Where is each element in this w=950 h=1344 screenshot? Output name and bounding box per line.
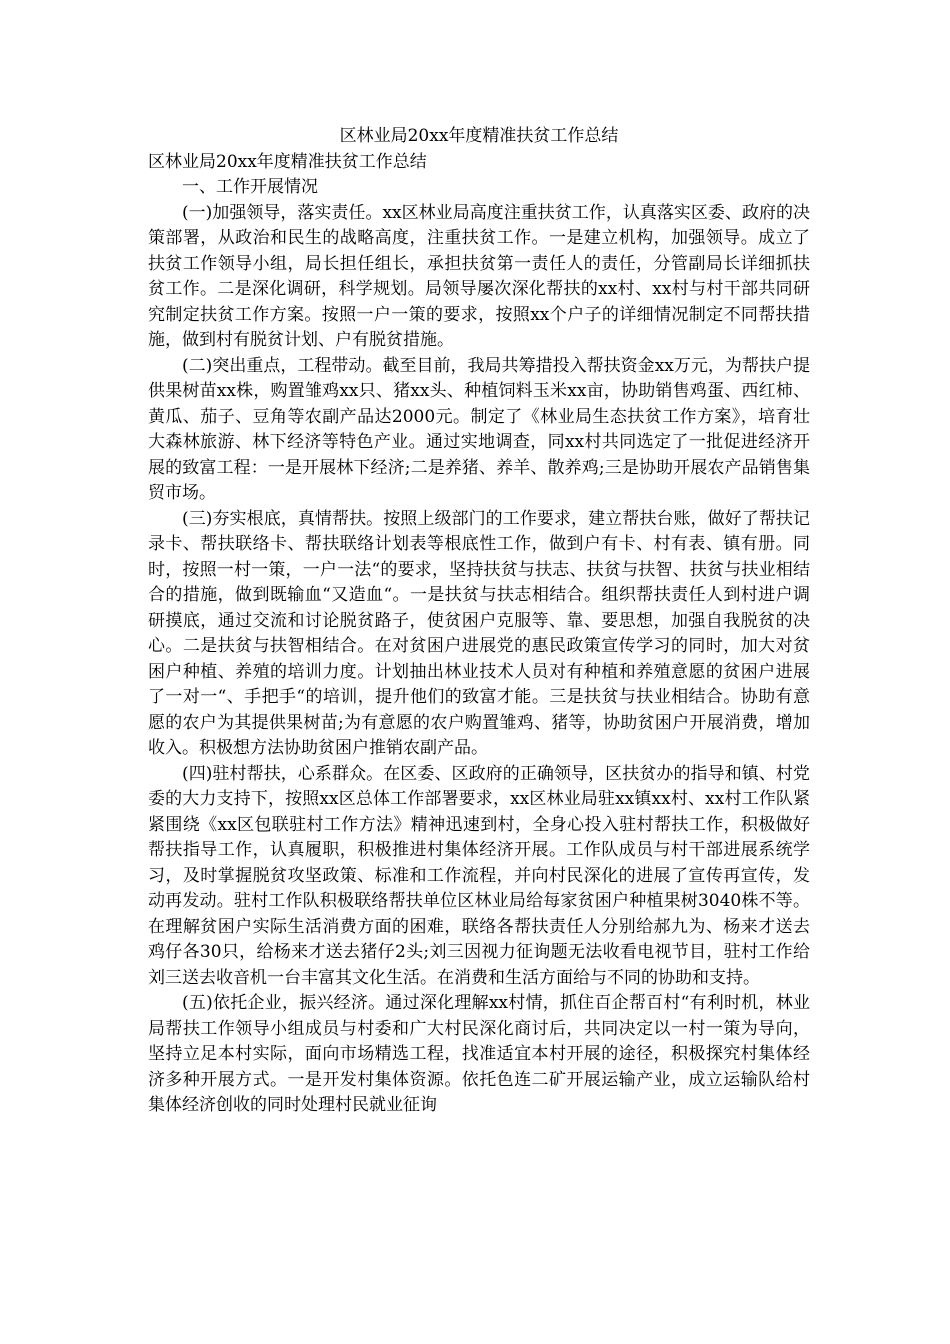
paragraph-2: (二)突出重点，工程带动。截至目前，我局共筹措投入帮扶资金xx万元，为帮扶户提供果树苗xx株，购置雏鸡xx只、猪xx头、种植饲料玉米xx亩，协助销售鸡蛋、西红柿、黄瓜、茄子、豆角等农副产品达2000元。制定了《林业局生态扶贫工作方案》，培育壮大森林旅游、林下经济等特色产业。通过实地调查，同xx村共同选定了一批促进经济开展的致富工程：一是开展林下经济;二是养猪、养羊、散养鸡;三是协助开展农产品销售集贸市场。 bbox=[148, 355, 810, 503]
paragraph-3: (三)夯实根底，真情帮扶。按照上级部门的工作要求，建立帮扶台账，做好了帮扶记录卡、帮扶联络卡、帮扶联络计划表等根底性工作，做到户有卡、村有表、镇有册。同时，按照一村一策，一户一法“的要求，坚持扶贫与扶志、扶贫与扶智、扶贫与扶业相结合的措施，做到既输血“又造血“。一是扶贫与扶志相结合。组织帮扶责任人到村进户调研摸底，通过交流和讨论脱贫路子，使贫困户克服等、靠、要思想，加强自我脱贫的决心。二是扶贫与扶智相结合。在对贫困户进展党的惠民政策宣传学习的同时，加大对贫困户种植、养殖的培训力度。计划抽出林业技术人员对有种植和养殖意愿的贫困户进展了一对一“、手把手“的培训，提升他们的致富才能。三是扶贫与扶业相结合。协助有意愿的农户为其提供果树苗;为有意愿的农户购置雏鸡、猪等，协助贫困户开展消费，增加收入。积极想方法协助贫困户推销农副产品。 bbox=[148, 508, 810, 758]
document-body bbox=[148, 124, 810, 1119]
document-title: 区林业局20xx年度精准扶贫工作总结 bbox=[339, 126, 619, 146]
paragraph-5: (五)依托企业，振兴经济。通过深化理解xx村情，抓住百企帮百村“有利时机，林业局帮扶工作领导小组成员与村委和广大村民深化商讨后，共同决定以一村一策为导向，坚持立足本村实际，面向市场精选工程，找准适宜本村开展的途径，积极探究村集体经济多种开展方式。一是开发村集体资源。依托色连二矿开展运输产业，成立运输队给村集体经济创收的同时处理村民就业征询 bbox=[148, 993, 810, 1115]
document-subtitle: 区林业局20xx年度精准扶贫工作总结 bbox=[148, 151, 427, 172]
paragraph-1: (一)加强领导，落实责任。xx区林业局高度注重扶贫工作，认真落实区委、政府的决策部署，从政治和民生的战略高度，注重扶贫工作。一是建立机构，加强领导。成立了扶贫工作领导小组，局长担任组长，承担扶贫第一责任人的责任，分管副局长详细抓扶贫工作。二是深化调研，科学规划。局领导屡次深化帮扶的xx村、xx村与村干部共同研究制定扶贫工作方案。按照一户一策的要求，按照xx个户子的详细情况制定不同帮扶措施，做到村有脱贫计划、户有脱贫措施。 bbox=[148, 202, 810, 350]
paragraph-4: (四)驻村帮扶，心系群众。在区委、区政府的正确领导，区扶贫办的指导和镇、村党委的大力支持下，按照xx区总体工作部署要求，xx区林业局驻xx镇xx村、xx村工作队紧紧围绕《xx区包联驻村工作方法》精神迅速到村，全身心投入驻村帮扶工作，积极做好帮扶指导工作，认真履职，积极推进村集体经济开展。工作队成员与村干部进展系统学习，及时掌握脱贫攻坚政策、标准和工作流程，并向村民深化的进展了宣传再宣传，发动再发动。驻村工作队积极联络帮扶单位区林业局给每家贫困户种植果树3040株不等。在理解贫困户实际生活消费方面的困难，联络各帮扶责任人分别给郝九为、杨来才送去鸡仔各30只，给杨来才送去猪仔2头;刘三因视力征询题无法收看电视节目，驻村工作给刘三送去收音机一台丰富其文化生活。在消费和生活方面给与不同的协助和支持。 bbox=[148, 763, 810, 988]
section-heading: 一、工作开展情况 bbox=[182, 177, 318, 197]
